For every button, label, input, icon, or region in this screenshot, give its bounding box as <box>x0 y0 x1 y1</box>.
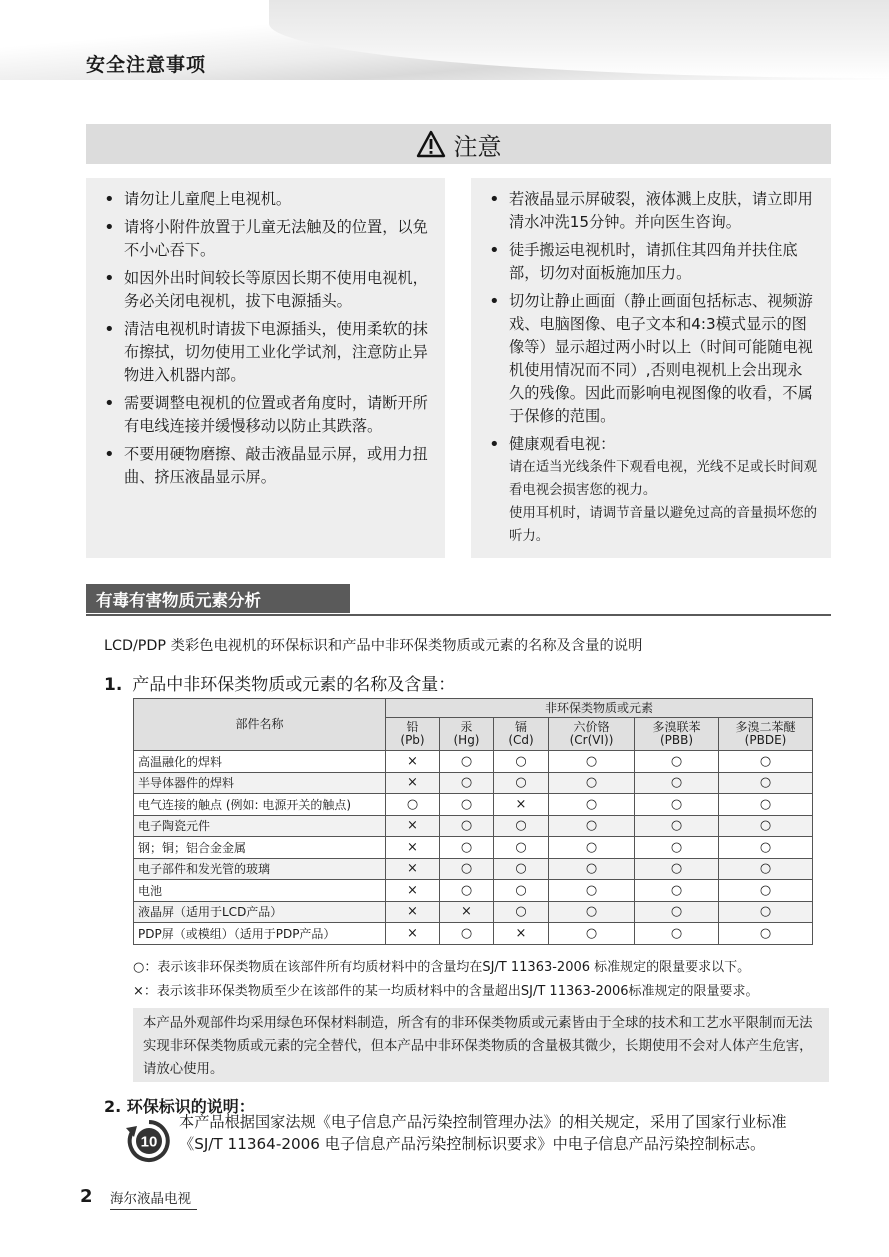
part-name-cell: 液晶屏（适用于LCD产品） <box>134 901 386 923</box>
environmental-statement: 本产品外观部件均采用绿色环保材料制造，所含有的非环保类物质或元素皆由于全球的技术和工艺水平限制而无法实现非环保类物质或元素的完全替代，但本产品中非环保类物质的含量极其微少，长期使用不会对人体产生危害，请放心使用。 <box>133 1008 829 1082</box>
mark-cell: ○ <box>549 815 635 837</box>
mark-cell: × <box>386 837 440 859</box>
substance-symbol: (Pb) <box>400 733 425 747</box>
mark-cell: ○ <box>549 923 635 945</box>
eco-period-logo-icon <box>123 1118 175 1164</box>
subheading-1-text: 产品中非环保类物质或元素的名称及含量： <box>132 675 456 695</box>
mark-cell: ○ <box>440 837 494 859</box>
mark-cell: ○ <box>549 794 635 816</box>
legend-circle-note: ○：表示该非环保类物质在该部件所有均质材料中的含量均在SJ/T 11363-2006 标准规定的限量要求以下。 <box>133 960 751 975</box>
substance-name: 汞 <box>460 720 473 734</box>
footer-brand: 海尔液晶电视 <box>110 1187 197 1210</box>
substance-table <box>133 698 813 945</box>
part-name-cell: 电子陶瓷元件 <box>134 815 386 837</box>
mark-cell: ○ <box>494 858 549 880</box>
table-row <box>134 901 813 923</box>
table-row <box>134 772 813 794</box>
section-title-toxic: 有毒有害物质元素分析 <box>86 584 350 613</box>
section-divider <box>86 614 831 616</box>
mark-cell: ○ <box>549 837 635 859</box>
health-note-line: 请在适当光线条件下观看电视，光线不足或长时间观看电视会损害您的视力。 <box>509 460 817 498</box>
subheading-1-number: 1. <box>104 675 123 695</box>
mark-cell: ○ <box>549 751 635 773</box>
mark-cell: × <box>386 923 440 945</box>
legend-cross-note: ×：表示该非环保类物质至少在该部件的某一均质材料中的含量超出SJ/T 11363-2006标准规定的限量要求。 <box>133 984 759 999</box>
mark-cell: ○ <box>719 901 813 923</box>
mark-cell: ○ <box>440 880 494 902</box>
mark-cell: ○ <box>549 772 635 794</box>
caution-item: • 若液晶显示屏破裂，液体溅上皮肤，请立即用清水冲洗15分钟。并向医生咨询。 <box>487 188 817 234</box>
subheading-2: 2. 环保标识的说明： <box>104 1097 255 1116</box>
substance-symbol: (Cr(VI)) <box>569 733 614 747</box>
warning-triangle-icon <box>416 130 446 158</box>
part-name-cell: 高温融化的焊料 <box>134 751 386 773</box>
intro-text: LCD/PDP 类彩色电视机的环保标识和产品中非环保类物质或元素的名称及含量的说明 <box>104 638 643 654</box>
table-row <box>134 858 813 880</box>
table-header-substance <box>719 718 813 751</box>
table-row <box>134 751 813 773</box>
mark-cell: ○ <box>635 837 719 859</box>
mark-cell: ○ <box>494 901 549 923</box>
mark-cell: × <box>386 901 440 923</box>
caution-item: • 徒手搬运电视机时，请抓住其四角并扶住底部，切勿对面板施加压力。 <box>487 239 817 285</box>
eco-logo-number: 10 <box>140 1133 158 1151</box>
mark-cell: ○ <box>635 901 719 923</box>
mark-cell: ○ <box>440 794 494 816</box>
substance-symbol: (PBB) <box>659 733 694 747</box>
mark-cell: ○ <box>635 858 719 880</box>
caution-item: • 需要调整电视机的位置或者角度时，请断开所有电线连接并缓慢移动以防止其跌落。 <box>102 392 431 438</box>
table-header-substance <box>635 718 719 751</box>
part-name-cell: 半导体器件的焊料 <box>134 772 386 794</box>
caution-item: • 请将小附件放置于儿童无法触及的位置，以免不小心吞下。 <box>102 216 431 262</box>
caution-panel-left <box>86 178 445 558</box>
table-row <box>134 880 813 902</box>
mark-cell: ○ <box>494 815 549 837</box>
mark-cell: ○ <box>719 837 813 859</box>
mark-cell: × <box>494 794 549 816</box>
part-name-cell: PDP屏（或模组）（适用于PDP产品） <box>134 923 386 945</box>
caution-item: • 不要用硬物磨擦、敲击液晶显示屏，或用力扭曲、挤压液晶显示屏。 <box>102 443 431 489</box>
table-row <box>134 794 813 816</box>
mark-cell: ○ <box>635 880 719 902</box>
table-header-substance <box>494 718 549 751</box>
caution-item: • 请勿让儿童爬上电视机。 <box>102 188 431 211</box>
table-row <box>134 837 813 859</box>
caution-list-right <box>487 188 817 456</box>
substance-name: 多溴联苯 <box>652 720 701 734</box>
part-name-cell: 电子部件和发光管的玻璃 <box>134 858 386 880</box>
mark-cell: × <box>386 772 440 794</box>
mark-cell: × <box>440 901 494 923</box>
caution-title: 注意 <box>453 132 502 161</box>
substance-name: 铅 <box>406 720 419 734</box>
mark-cell: ○ <box>386 794 440 816</box>
mark-cell: ○ <box>719 815 813 837</box>
mark-cell: ○ <box>719 923 813 945</box>
mark-cell: × <box>386 751 440 773</box>
substance-symbol: (PBDE) <box>744 733 787 747</box>
mark-cell: ○ <box>494 837 549 859</box>
mark-cell: ○ <box>494 751 549 773</box>
subheading-1 <box>104 670 455 695</box>
mark-cell: ○ <box>719 751 813 773</box>
health-viewing-notes <box>487 456 817 548</box>
page-number: 2 <box>80 1186 93 1207</box>
table-header-substance <box>386 718 440 751</box>
mark-cell: ○ <box>635 772 719 794</box>
caution-panel-right <box>471 178 831 558</box>
substance-symbol: (Cd) <box>508 733 534 747</box>
substance-symbol: (Hg) <box>453 733 480 747</box>
caution-item: • 清洁电视机时请拔下电源插头，使用柔软的抹布擦拭，切勿使用工业化学试剂，注意防止异物进入机器内部。 <box>102 318 431 387</box>
table-header-group: 非环保类物质或元素 <box>386 699 813 718</box>
mark-cell: ○ <box>549 901 635 923</box>
substance-name: 镉 <box>514 720 527 734</box>
caution-list-left <box>102 188 431 489</box>
caution-item: • 健康观看电视： <box>487 433 817 456</box>
part-name-cell: 电气连接的触点 (例如: 电源开关的触点) <box>134 794 386 816</box>
table-header-part: 部件名称 <box>134 699 386 751</box>
table-row <box>134 923 813 945</box>
table-header-substance <box>549 718 635 751</box>
mark-cell: ○ <box>635 751 719 773</box>
mark-cell: × <box>494 923 549 945</box>
mark-cell: ○ <box>549 858 635 880</box>
caution-item: • 如因外出时间较长等原因长期不使用电视机，务必关闭电视机，拔下电源插头。 <box>102 267 431 313</box>
table-row <box>134 815 813 837</box>
mark-cell: ○ <box>440 815 494 837</box>
mark-cell: ○ <box>719 858 813 880</box>
mark-cell: ○ <box>440 858 494 880</box>
mark-cell: ○ <box>635 794 719 816</box>
page-title: 安全注意事项 <box>86 54 207 76</box>
mark-cell: ○ <box>549 880 635 902</box>
mark-cell: × <box>386 815 440 837</box>
mark-cell: ○ <box>635 923 719 945</box>
part-name-cell: 钢；铜；铝合金金属 <box>134 837 386 859</box>
mark-cell: ○ <box>440 772 494 794</box>
mark-cell: ○ <box>719 772 813 794</box>
caution-item: • 切勿让静止画面（静止画面包括标志、视频游戏、电脑图像、电子文本和4:3模式显示的图像等）显示超过两小时以上（时间可能随电视机使用情况而不同）,否则电视机上会出现永久的残像。因此而影响电视图像的收看，不属于保修的范围。 <box>487 290 817 428</box>
mark-cell: ○ <box>494 772 549 794</box>
mark-cell: ○ <box>719 880 813 902</box>
mark-cell: ○ <box>440 923 494 945</box>
mark-cell: × <box>386 880 440 902</box>
mark-cell: ○ <box>635 815 719 837</box>
table-header-substance <box>440 718 494 751</box>
mark-cell: ○ <box>719 794 813 816</box>
substance-name: 多溴二苯醚 <box>735 720 796 734</box>
mark-cell: × <box>386 858 440 880</box>
health-note-line: 使用耳机时，请调节音量以避免过高的音量损坏您的听力。 <box>509 506 817 544</box>
caution-header <box>86 124 831 164</box>
eco-label-description: 本产品根据国家法规《电子信息产品污染控制管理办法》的相关规定，采用了国家行业标准《SJ/T 11364-2006 电子信息产品污染控制标识要求》中电子信息产品污染控制标志。 <box>179 1113 787 1153</box>
mark-cell: ○ <box>494 880 549 902</box>
substance-name: 六价铬 <box>573 720 610 734</box>
header-swoosh <box>269 0 889 78</box>
mark-cell: ○ <box>440 751 494 773</box>
part-name-cell: 电池 <box>134 880 386 902</box>
